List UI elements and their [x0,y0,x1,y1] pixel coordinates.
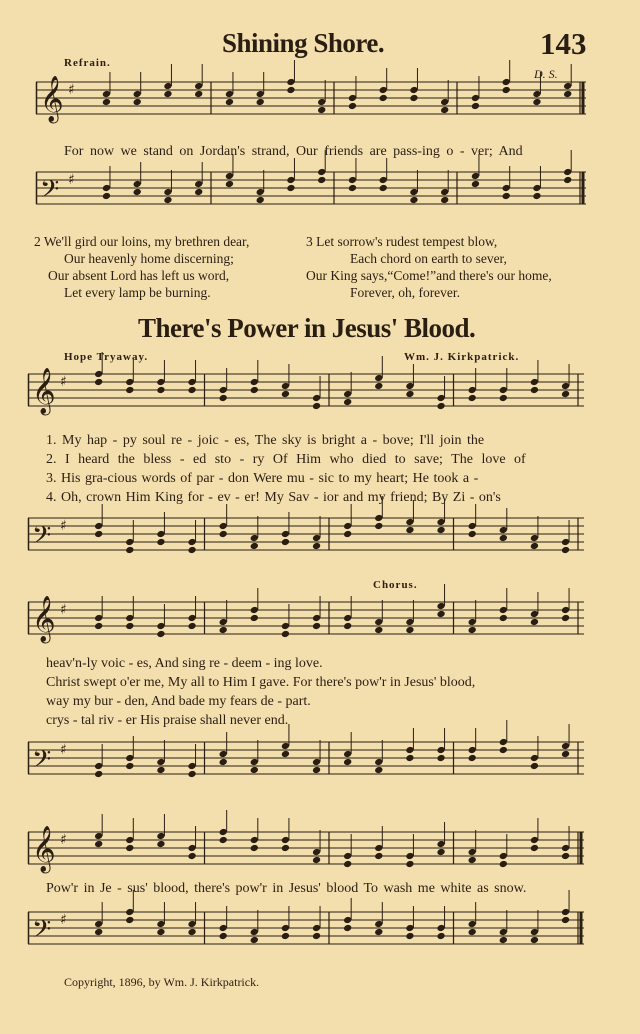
svg-text:𝄢: 𝄢 [32,915,52,950]
chorus-label: Chorus. [373,579,418,591]
lyric-verse-4: 4. Oh, crown Him King for - ev - er! My Sav - ior and my friend; By Zi - on's [46,490,501,505]
staff-bass-system-1 [28,512,584,562]
lyric-verse-3: way my bur - den, And bade my fears de - part. [46,694,311,709]
lyric-verse-1: 1. My hap - py soul re - joic - es, The sky is bright a - bove; I'll join the [46,433,485,448]
verse-line: Each chord on earth to sever, [350,251,507,266]
lyric-chorus-line: Pow'r in Je - sus' blood, there's pow'r in Jesus' blood To wash me white as snow. [46,881,527,896]
lyric-verse-2: 2. I heard the bless - ed sto - ry Of Him who died to save; The love of [46,452,526,467]
lyric-verse-2: Christ swept o'er me, My all to Him I gave. For there's pow'r in Jesus' blood, [46,675,476,690]
staff-treble-system-1 [28,368,584,418]
verse-line: Let every lamp be burning. [64,285,211,300]
svg-text:♯: ♯ [68,172,75,188]
svg-text:♯: ♯ [60,832,67,848]
staff-treble-system-2 [28,596,584,646]
verse-line: 2 We'll gird our loins, my brethren dear, [34,234,250,249]
svg-text:𝄢: 𝄢 [40,175,60,210]
copyright-notice: Copyright, 1896, by Wm. J. Kirkpatrick. [64,975,260,989]
verse-line: Forever, oh, forever. [350,285,461,300]
lyric-verse-1: heav'n-ly voic - es, And sing re - deem - ing love. [46,656,323,671]
verse-line: Our King says,“Come!”and there's our home, [306,268,552,283]
staff-bass-system-3 [28,906,584,956]
svg-text:𝄞: 𝄞 [32,826,56,872]
svg-text:♯: ♯ [60,518,67,534]
staff-bass-system-2 [28,736,584,786]
svg-text:𝄞: 𝄞 [40,76,64,122]
staff-treble-system-3 [28,826,584,876]
staff-treble-shining-shore [36,76,586,126]
svg-text:𝄢: 𝄢 [32,745,52,780]
page-number: 143 [540,26,587,61]
lyric-verse-3: 3. His gra-cious words of par - don Were mu - sic to my heart; He took a - [46,471,479,486]
refrain-label: Refrain. [64,57,111,69]
svg-text:♯: ♯ [68,82,75,98]
lyric-line-shining-shore: For now we stand on Jordan's strand, Our friends are pass-ing o - ver; And [64,144,523,159]
svg-text:♯: ♯ [60,602,67,618]
svg-text:𝄞: 𝄞 [32,368,56,414]
author-credit: Hope Tryaway. [64,351,149,363]
verse-line: Our heavenly home discerning; [64,251,234,266]
hymn-title-shining-shore: Shining Shore. [222,28,385,58]
staff-bass-shining-shore [36,166,586,216]
verse-line: 3 Let sorrow's rudest tempest blow, [306,234,498,249]
svg-text:𝄞: 𝄞 [32,596,56,642]
svg-text:𝄢: 𝄢 [32,521,52,556]
svg-text:♯: ♯ [60,374,67,390]
ds-mark: D. S. [534,67,558,81]
verse-line: Our absent Lord has left us word, [48,268,230,283]
composer-credit: Wm. J. Kirkpatrick. [404,351,520,363]
lyric-verse-4: crys - tal riv - er His praise shall never end. [46,713,289,728]
svg-text:♯: ♯ [60,912,67,928]
hymn-title-power: There's Power in Jesus' Blood. [138,313,476,343]
svg-text:♯: ♯ [60,742,67,758]
